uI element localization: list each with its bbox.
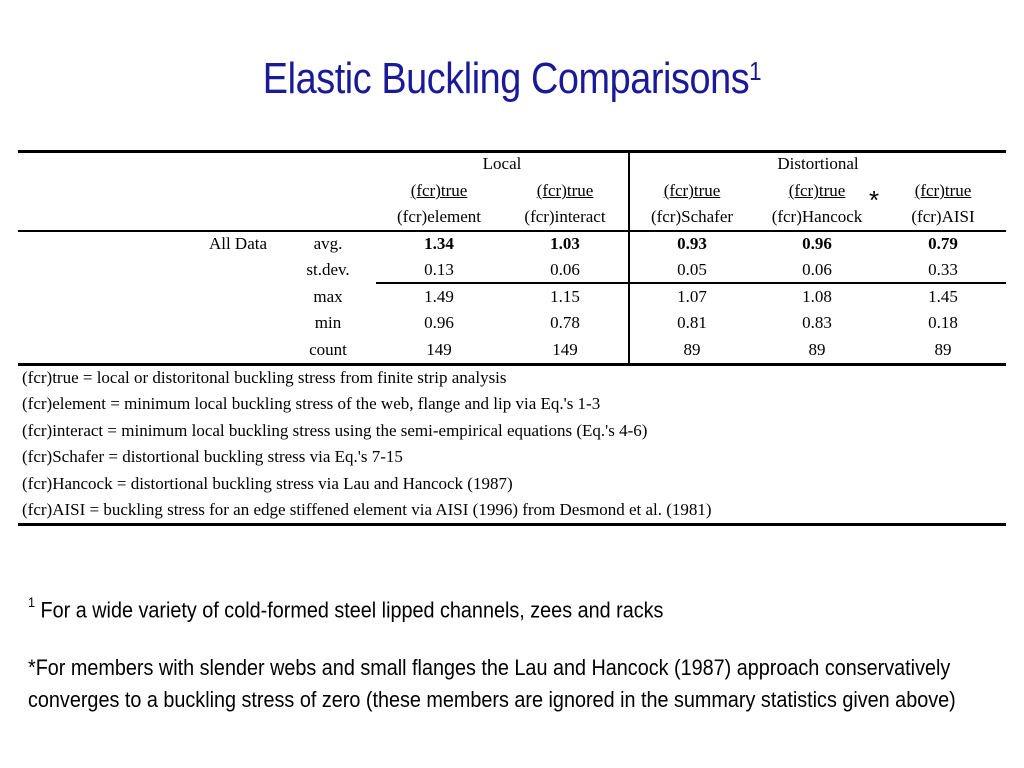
avg-schafer: 0.93 [677,234,707,253]
denominator-element: (fcr)element [397,207,481,226]
definition-element: (fcr)element = minimum local buckling stress of the web, flange and lip via Eq.'s 1-3 [22,394,601,413]
group-header-local: Local [482,154,522,173]
avg-interact: 1.03 [550,234,580,253]
group-header-distortional: Distortional [777,154,859,173]
max-schafer: 1.07 [677,287,707,306]
body-bottom-rule [18,363,1006,366]
min-hancock: 0.83 [802,313,832,332]
numerator-hancock: (fcr)true [788,181,846,200]
min-interact: 0.78 [550,313,580,332]
table-top-rule [18,150,1006,153]
avg-hancock: 0.96 [802,234,832,253]
stdev-hancock: 0.06 [802,260,832,279]
denominator-interact: (fcr)interact [524,207,606,226]
definition-schafer: (fcr)Schafer = distortional buckling stress via Eq.'s 7-15 [22,447,403,466]
numerator-element: (fcr)true [410,181,468,200]
note-variety [28,588,955,626]
header-bottom-rule [18,230,1006,232]
count-hancock: 89 [808,340,826,359]
note-superscript: 1 [28,594,36,610]
hancock-star-marker: * [868,185,880,215]
min-element: 0.96 [424,313,454,332]
count-element: 149 [426,340,452,359]
denominator-hancock: (fcr)Hancock [771,207,863,226]
row-group-label: All Data [208,234,268,253]
stat-label-max: max [313,287,343,306]
max-element: 1.49 [424,287,454,306]
note-variety-text: For a wide variety of cold-formed steel lipped channels, zees and racks [40,597,664,623]
table-bottom-rule [18,523,1006,526]
denominator-schafer: (fcr)Schafer [650,207,734,226]
definition-true: (fcr)true = local or distoritonal buckling stress from finite strip analysis [22,368,507,387]
count-schafer: 89 [683,340,701,359]
stat-label-stdev: st.dev. [306,260,350,279]
stat-label-count: count [309,340,347,359]
max-aisi: 1.45 [928,287,958,306]
denominator-aisi: (fcr)AISI [911,207,975,226]
max-top-rule [376,283,1006,284]
slide-title-text: Elastic Buckling Comparisons [262,54,750,103]
slide-title [72,54,953,104]
definition-aisi: (fcr)AISI = buckling stress for an edge stiffened element via AISI (1996) from Desmond et al. (1981) [22,500,712,519]
min-schafer: 0.81 [677,313,707,332]
numerator-aisi: (fcr)true [914,181,972,200]
max-hancock: 1.08 [802,287,832,306]
numerator-interact: (fcr)true [536,181,594,200]
stdev-interact: 0.06 [550,260,580,279]
note-hancock-caveat: *For members with slender webs and small flanges the Lau and Hancock (1987) approach conservatively converges to a buckling stress of zero (these members are ignored in the summary statistics given above) [28,655,956,712]
numerator-schafer: (fcr)true [663,181,721,200]
stdev-element: 0.13 [424,260,454,279]
comparison-table [18,150,1006,526]
title-superscript: 1 [749,56,762,86]
definition-interact: (fcr)interact = minimum local buckling stress using the semi-empirical equations (Eq.'s 4-6) [22,421,648,440]
stdev-aisi: 0.33 [928,260,958,279]
stat-label-min: min [314,313,342,332]
max-interact: 1.15 [550,287,580,306]
definition-hancock: (fcr)Hancock = distortional buckling stress via Lau and Hancock (1987) [22,474,513,493]
min-aisi: 0.18 [928,313,958,332]
stat-label-avg: avg. [313,234,343,253]
stdev-schafer: 0.05 [677,260,707,279]
count-interact: 149 [552,340,578,359]
avg-element: 1.34 [424,234,454,253]
avg-aisi: 0.79 [928,234,958,253]
count-aisi: 89 [934,340,952,359]
